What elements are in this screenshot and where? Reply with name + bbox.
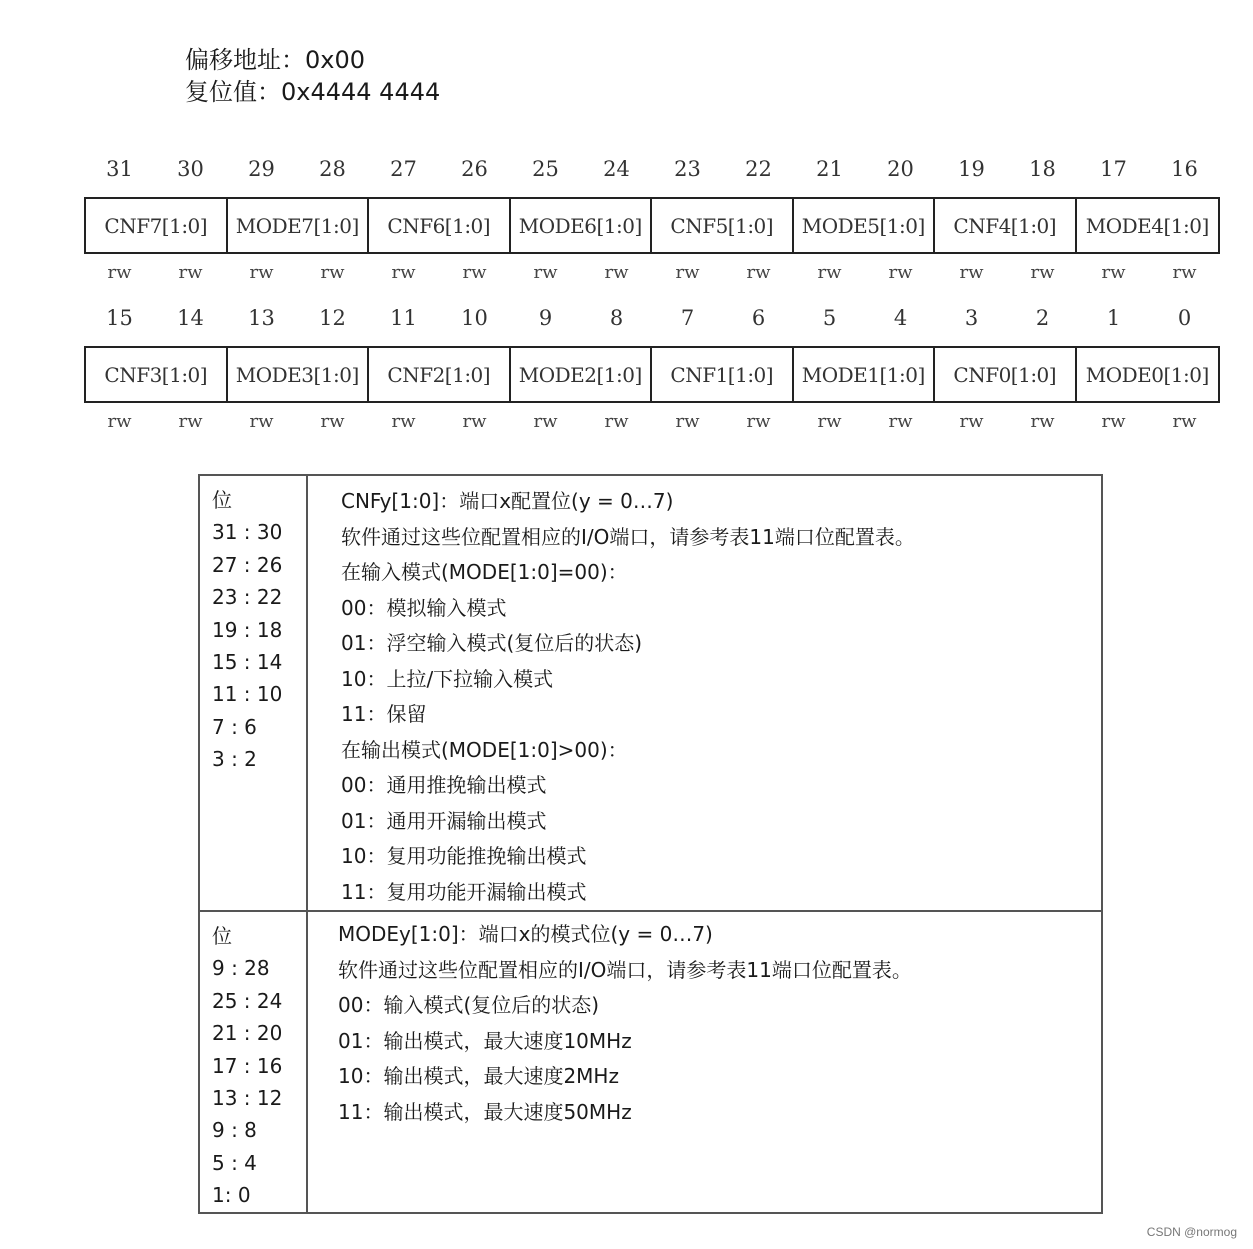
access-type: rw <box>462 411 487 432</box>
bit-number: 20 <box>887 157 914 181</box>
cnf-bits-cell <box>199 475 307 911</box>
field-cnf3: CNF3[1:0] <box>86 348 228 401</box>
description-line: 软件通过这些位配置相应的I/O端口，请参考表11端口位配置表。 <box>338 957 912 982</box>
upper-bit-numbers <box>84 157 1220 187</box>
lower-access-row <box>84 411 1220 437</box>
mode-bits-cell <box>199 911 307 1213</box>
access-type: rw <box>604 411 629 432</box>
bit-range: 15 : 14 <box>212 650 283 675</box>
bit-number: 27 <box>390 157 417 181</box>
access-type: rw <box>604 262 629 283</box>
bit-number: 16 <box>1171 157 1198 181</box>
bit-number: 7 <box>680 306 695 330</box>
lower-bit-numbers <box>84 306 1220 336</box>
description-line: 10：输出模式，最大速度2MHz <box>338 1064 619 1088</box>
bit-number: 12 <box>319 306 346 330</box>
field-mode5: MODE5[1:0] <box>794 199 936 252</box>
access-type: rw <box>1101 411 1126 432</box>
field-cnf5: CNF5[1:0] <box>652 199 794 252</box>
field-cnf4: CNF4[1:0] <box>935 199 1077 252</box>
lower-register-fields <box>84 346 1220 403</box>
bit-number: 22 <box>745 157 772 181</box>
watermark-text: CSDN @normog <box>1146 1225 1237 1239</box>
access-type: rw <box>1172 411 1197 432</box>
bit-number: 10 <box>461 306 488 330</box>
field-mode1: MODE1[1:0] <box>794 348 936 401</box>
access-type: rw <box>533 411 558 432</box>
bit-range: 3 : 2 <box>212 747 257 772</box>
bit-range: 31 : 30 <box>212 520 283 545</box>
description-line: MODEy[1:0]：端口x的模式位(y = 0…7) <box>338 922 713 946</box>
access-type: rw <box>320 411 345 432</box>
bit-number: 14 <box>177 306 204 330</box>
mode-description-row <box>199 911 1102 1213</box>
description-line: 软件通过这些位配置相应的I/O端口，请参考表11端口位配置表。 <box>341 524 915 549</box>
bit-number: 25 <box>532 157 559 181</box>
bit-range: 17 : 16 <box>212 1053 283 1078</box>
access-type: rw <box>1030 411 1055 432</box>
bit-number: 21 <box>816 157 843 181</box>
access-type: rw <box>391 411 416 432</box>
field-mode0: MODE0[1:0] <box>1085 362 1209 387</box>
bit-range: 9 : 28 <box>212 956 270 981</box>
bit-number: 3 <box>964 306 979 330</box>
access-type: rw <box>817 262 842 283</box>
field-cnf7: CNF7[1:0] <box>86 199 228 252</box>
access-type: rw <box>888 262 913 283</box>
field-mode6: MODE6[1:0] <box>511 199 653 252</box>
access-type: rw <box>249 411 274 432</box>
bit-number: 0 <box>1177 306 1192 330</box>
description-line: 00：输入模式(复位后的状态) <box>338 993 600 1017</box>
description-line: 01：输出模式，最大速度10MHz <box>338 1028 632 1053</box>
bit-range: 23 : 22 <box>212 585 283 610</box>
bit-number: 8 <box>609 306 624 330</box>
description-line: 11：输出模式，最大速度50MHz <box>338 1099 632 1124</box>
bit-number: 2 <box>1035 306 1050 330</box>
bit-number: 15 <box>106 306 133 330</box>
description-line: 10：复用功能推挽输出模式 <box>341 844 587 868</box>
bit-number: 31 <box>106 157 133 181</box>
access-type: rw <box>249 262 274 283</box>
description-line: 00：通用推挽输出模式 <box>341 773 547 797</box>
reset-value: 复位值：0x4444 4444 <box>185 78 441 106</box>
bits-label: 位 <box>212 488 232 512</box>
mode-description-cell <box>307 911 1102 1213</box>
bit-number: 4 <box>893 306 908 330</box>
field-cnf6: CNF6[1:0] <box>369 199 511 252</box>
description-line: 11：复用功能开漏输出模式 <box>341 879 587 904</box>
bit-number: 6 <box>751 306 766 330</box>
description-line: 00：模拟输入模式 <box>341 595 507 620</box>
bit-range: 25 : 24 <box>212 988 283 1013</box>
bit-number: 11 <box>390 306 417 330</box>
access-type: rw <box>320 262 345 283</box>
bit-range: 1: 0 <box>212 1183 251 1208</box>
bit-number: 13 <box>248 306 275 330</box>
bit-range: 11 : 10 <box>212 682 283 707</box>
access-type: rw <box>959 411 984 432</box>
bit-number: 18 <box>1029 157 1056 181</box>
access-type: rw <box>1172 262 1197 283</box>
offset-address: 偏移地址：0x00 <box>185 46 366 74</box>
description-line: 10：上拉/下拉输入模式 <box>341 666 554 691</box>
cnf-description-row <box>199 475 1102 911</box>
description-line: 01：浮空输入模式(复位后的状态) <box>341 631 643 655</box>
access-type: rw <box>675 262 700 283</box>
bit-number: 26 <box>461 157 488 181</box>
description-line: 01：通用开漏输出模式 <box>341 808 547 833</box>
upper-register-fields <box>84 197 1220 254</box>
access-type: rw <box>1030 262 1055 283</box>
access-type: rw <box>959 262 984 283</box>
field-cnf1: CNF1[1:0] <box>652 348 794 401</box>
access-type: rw <box>391 262 416 283</box>
bit-number: 1 <box>1106 306 1121 330</box>
cnf-description-cell <box>307 475 1102 911</box>
bit-range: 5 : 4 <box>212 1150 257 1175</box>
description-line: CNFy[1:0]：端口x配置位(y = 0…7) <box>341 489 674 513</box>
bit-number: 17 <box>1100 157 1127 181</box>
access-type: rw <box>746 262 771 283</box>
bit-number: 28 <box>319 157 346 181</box>
access-type: rw <box>178 262 203 283</box>
upper-access-row <box>84 262 1220 288</box>
bit-range: 27 : 26 <box>212 552 283 577</box>
bit-range: 13 : 12 <box>212 1086 283 1111</box>
bit-number: 29 <box>248 157 275 181</box>
access-type: rw <box>533 262 558 283</box>
access-type: rw <box>107 262 132 283</box>
bit-range: 21 : 20 <box>212 1021 283 1046</box>
field-mode7: MODE7[1:0] <box>228 199 370 252</box>
access-type: rw <box>888 411 913 432</box>
field-mode3: MODE3[1:0] <box>228 348 370 401</box>
description-line: 在输出模式(MODE[1:0]>00)： <box>341 737 628 762</box>
access-type: rw <box>817 411 842 432</box>
bit-number: 30 <box>177 157 204 181</box>
register-header <box>185 44 440 108</box>
bit-number: 23 <box>674 157 701 181</box>
bits-label: 位 <box>212 924 232 948</box>
access-type: rw <box>462 262 487 283</box>
field-cnf2: CNF2[1:0] <box>369 348 511 401</box>
bit-number: 5 <box>822 306 837 330</box>
access-type: rw <box>1101 262 1126 283</box>
bit-range: 7 : 6 <box>212 714 257 739</box>
access-type: rw <box>746 411 771 432</box>
access-type: rw <box>107 411 132 432</box>
bit-range: 9 : 8 <box>212 1118 257 1143</box>
bit-number: 24 <box>603 157 630 181</box>
access-type: rw <box>178 411 203 432</box>
field-mode4: MODE4[1:0] <box>1085 213 1209 238</box>
description-line: 在输入模式(MODE[1:0]=00)： <box>341 560 628 584</box>
bit-description-table <box>198 474 1103 1214</box>
bit-number: 9 <box>538 306 553 330</box>
field-mode2: MODE2[1:0] <box>511 348 653 401</box>
description-line: 11：保留 <box>341 702 427 726</box>
access-type: rw <box>675 411 700 432</box>
field-cnf0: CNF0[1:0] <box>935 348 1077 401</box>
bit-range: 19 : 18 <box>212 617 283 642</box>
bit-number: 19 <box>958 157 985 181</box>
